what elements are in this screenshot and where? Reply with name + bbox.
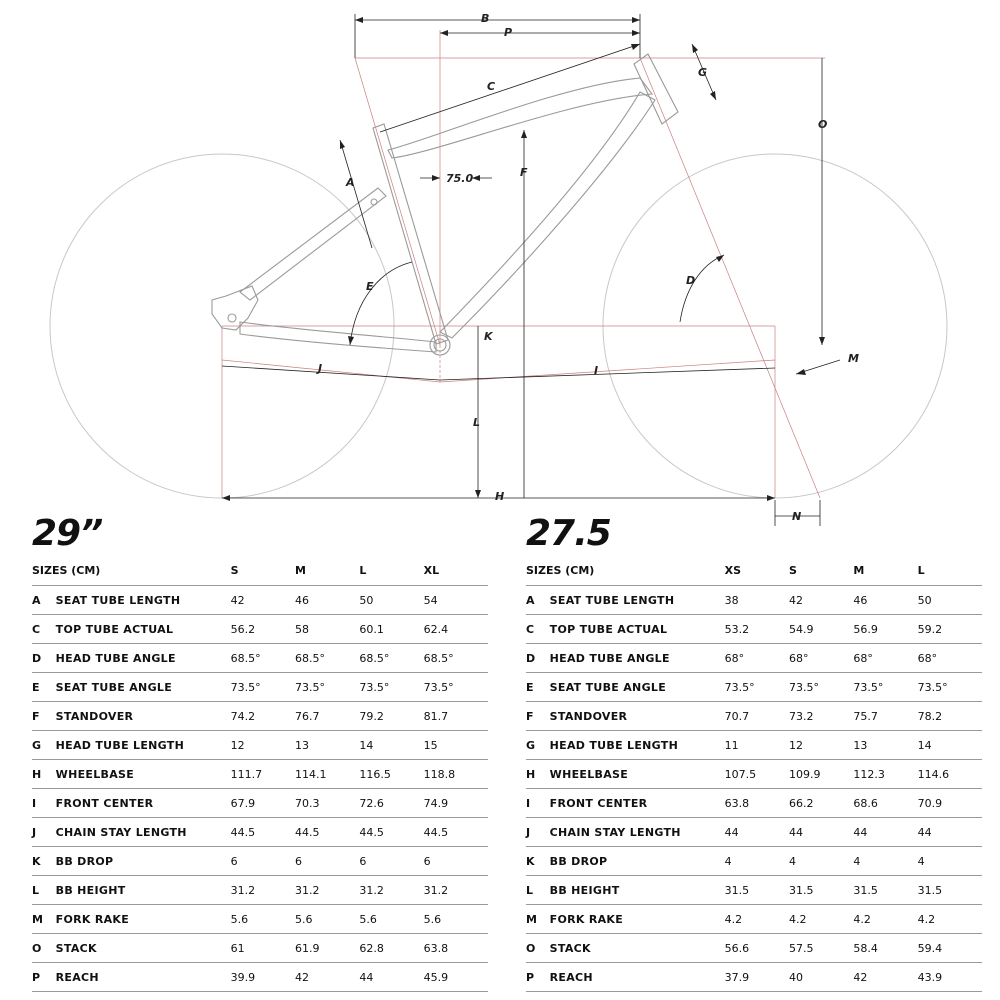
label-C: C	[487, 80, 496, 93]
row-letter: A	[526, 593, 535, 607]
row-value: 6	[230, 854, 238, 868]
row-name: BB DROP	[549, 854, 608, 868]
row-value: 68.5°	[423, 651, 454, 665]
table-row	[32, 615, 488, 644]
top-tube	[388, 78, 652, 158]
row-value: 44	[789, 825, 803, 839]
row-value: 81.7	[423, 709, 449, 723]
geometry-table-27-5	[526, 512, 982, 992]
table-row	[32, 905, 488, 934]
row-value: 11	[724, 738, 739, 752]
row-value: 31.2	[359, 883, 384, 897]
table-row	[32, 586, 488, 615]
row-name: HEAD TUBE ANGLE	[55, 651, 176, 665]
row-letter: J	[526, 825, 531, 839]
row-value: 109.9	[789, 767, 821, 781]
row-value: 4	[917, 854, 925, 868]
row-letter: P	[526, 970, 535, 984]
row-value: 50	[917, 593, 932, 607]
table-row	[32, 963, 488, 992]
row-name: STANDOVER	[549, 709, 628, 723]
row-value: 68.6	[853, 796, 878, 810]
row-value: 5.6	[359, 912, 377, 926]
row-name: TOP TUBE ACTUAL	[55, 622, 174, 636]
row-value: 31.5	[724, 883, 750, 897]
row-letter: E	[526, 680, 534, 694]
row-value: 46	[853, 593, 868, 607]
row-name: FORK RAKE	[55, 912, 130, 926]
row-name: WHEELBASE	[549, 767, 629, 781]
row-value: 44	[917, 825, 932, 839]
head-tube	[634, 54, 678, 124]
table-row	[526, 789, 982, 818]
row-name: SEAT TUBE ANGLE	[549, 680, 667, 694]
row-value: 6	[423, 854, 431, 868]
row-value: 68°	[917, 651, 938, 665]
row-value: 14	[917, 738, 932, 752]
row-name: TOP TUBE ACTUAL	[549, 622, 668, 636]
table-title: 27.5	[526, 513, 611, 554]
size-col: S	[230, 564, 239, 577]
row-value: 60.1	[359, 622, 384, 636]
row-letter: J	[32, 825, 37, 839]
row-value: 68°	[853, 651, 873, 665]
dimension-lines	[222, 14, 840, 526]
row-value: 73.5°	[423, 680, 454, 694]
label-I: I	[594, 364, 599, 377]
sizes-label: SIZES (CM)	[32, 564, 101, 577]
row-value: 112.3	[853, 767, 885, 781]
row-value: 4	[724, 854, 732, 868]
row-value: 53.2	[724, 622, 750, 636]
size-col: XS	[724, 564, 742, 577]
row-value: 37.9	[724, 970, 750, 984]
table-row	[526, 615, 982, 644]
label-E: E	[366, 280, 374, 293]
row-value: 57.5	[789, 941, 814, 955]
row-name: STANDOVER	[55, 709, 134, 723]
frame-outline	[212, 54, 678, 355]
row-value: 5.6	[230, 912, 249, 926]
row-value: 31.2	[230, 883, 256, 897]
label-D: D	[686, 274, 696, 287]
row-value: 111.7	[230, 767, 263, 781]
row-value: 73.5°	[359, 680, 390, 694]
row-value: 6	[295, 854, 302, 868]
row-letter: C	[32, 622, 41, 636]
table-body	[32, 586, 488, 992]
label-L: L	[473, 416, 481, 429]
row-value: 74.2	[230, 709, 256, 723]
row-name: HEAD TUBE LENGTH	[549, 738, 679, 752]
size-col: M	[853, 564, 865, 577]
size-col: L	[917, 564, 925, 577]
row-name: STACK	[55, 941, 97, 955]
row-value: 61	[230, 941, 245, 955]
row-value: 50	[359, 593, 374, 607]
row-value: 6	[359, 854, 367, 868]
row-value: 70.9	[917, 796, 943, 810]
row-value: 44	[359, 970, 374, 984]
seat-stay	[240, 188, 386, 300]
table-header	[526, 556, 982, 586]
table-body	[526, 586, 982, 992]
row-value: 42	[230, 593, 245, 607]
size-col: L	[359, 564, 367, 577]
row-value: 13	[853, 738, 868, 752]
row-name: CHAIN STAY LENGTH	[55, 825, 187, 839]
row-letter: E	[32, 680, 40, 694]
row-value: 45.9	[423, 970, 449, 984]
row-value: 73.5°	[230, 680, 261, 694]
row-name: FRONT CENTER	[55, 796, 154, 810]
table-row	[526, 731, 982, 760]
bottle-bolt	[371, 199, 377, 205]
row-value: 40	[789, 970, 803, 984]
row-value: 75.7	[853, 709, 878, 723]
row-value: 4.2	[789, 912, 807, 926]
row-value: 31.5	[789, 883, 814, 897]
label-K: K	[484, 330, 493, 343]
row-value: 73.2	[789, 709, 814, 723]
row-value: 31.5	[853, 883, 878, 897]
table-title: 29”	[32, 513, 103, 554]
table-row	[526, 934, 982, 963]
row-value: 61.9	[295, 941, 320, 955]
row-value: 13	[295, 738, 309, 752]
row-name: BB HEIGHT	[55, 883, 126, 897]
row-letter: M	[526, 912, 537, 926]
row-letter: A	[32, 593, 41, 607]
label-P: P	[504, 26, 513, 39]
row-value: 70.7	[724, 709, 750, 723]
row-name: STACK	[549, 941, 591, 955]
table-row	[526, 847, 982, 876]
row-letter: C	[526, 622, 535, 636]
row-name: SEAT TUBE ANGLE	[55, 680, 173, 694]
row-value: 44	[853, 825, 868, 839]
label-B: B	[481, 12, 490, 25]
table-row	[32, 847, 488, 876]
table-row	[32, 876, 488, 905]
row-value: 73.5°	[724, 680, 755, 694]
row-value: 73.5°	[917, 680, 948, 694]
table-row	[32, 731, 488, 760]
row-value: 73.5°	[853, 680, 884, 694]
table-row	[526, 702, 982, 731]
table-row	[32, 760, 488, 789]
row-letter: L	[32, 883, 40, 897]
row-value: 68.5°	[230, 651, 261, 665]
row-value: 107.5	[724, 767, 757, 781]
table-row	[32, 644, 488, 673]
geometry-table-29	[32, 512, 488, 992]
size-col: XL	[423, 564, 440, 577]
row-name: BB DROP	[55, 854, 114, 868]
row-letter: O	[526, 941, 536, 955]
row-name: SEAT TUBE LENGTH	[55, 593, 181, 607]
label-seat-angle: 75.0	[446, 172, 474, 185]
row-value: 31.2	[423, 883, 449, 897]
row-value: 44.5	[359, 825, 384, 839]
row-value: 15	[423, 738, 438, 752]
row-value: 73.5°	[789, 680, 819, 694]
row-value: 68°	[724, 651, 745, 665]
row-value: 4.2	[724, 912, 743, 926]
sizes-label: SIZES (CM)	[526, 564, 595, 577]
row-value: 56.2	[230, 622, 256, 636]
row-value: 54.9	[789, 622, 814, 636]
row-value: 42	[295, 970, 309, 984]
table-row	[32, 673, 488, 702]
row-value: 44.5	[230, 825, 256, 839]
label-N: N	[792, 510, 802, 523]
row-value: 4.2	[853, 912, 871, 926]
table-header	[32, 556, 488, 586]
row-letter: O	[32, 941, 42, 955]
row-name: HEAD TUBE ANGLE	[549, 651, 670, 665]
down-tube	[440, 92, 655, 338]
table-row	[526, 963, 982, 992]
row-value: 118.8	[423, 767, 456, 781]
row-letter: I	[32, 796, 37, 810]
row-value: 44.5	[295, 825, 320, 839]
label-J: J	[318, 362, 323, 375]
table-row	[526, 876, 982, 905]
row-letter: K	[526, 854, 535, 868]
table-row	[526, 586, 982, 615]
row-value: 4	[853, 854, 861, 868]
row-letter: H	[526, 767, 536, 781]
row-letter: D	[526, 651, 536, 665]
row-value: 12	[230, 738, 245, 752]
row-letter: L	[526, 883, 534, 897]
label-H: H	[495, 490, 505, 503]
row-value: 59.4	[917, 941, 943, 955]
row-value: 56.9	[853, 622, 878, 636]
row-letter: D	[32, 651, 42, 665]
row-value: 59.2	[917, 622, 943, 636]
label-F: F	[520, 166, 528, 179]
row-letter: I	[526, 796, 531, 810]
row-value: 67.9	[230, 796, 256, 810]
row-value: 4.2	[917, 912, 936, 926]
row-value: 12	[789, 738, 803, 752]
row-value: 44	[724, 825, 739, 839]
table-row	[32, 789, 488, 818]
row-letter: H	[32, 767, 42, 781]
row-name: REACH	[549, 970, 593, 984]
label-A: A	[346, 176, 355, 189]
table-row	[32, 934, 488, 963]
row-value: 38	[724, 593, 739, 607]
row-name: BB HEIGHT	[549, 883, 620, 897]
row-value: 68°	[789, 651, 809, 665]
row-value: 4	[789, 854, 796, 868]
row-value: 42	[853, 970, 868, 984]
row-name: SEAT TUBE LENGTH	[549, 593, 675, 607]
table-row	[526, 905, 982, 934]
row-name: FORK RAKE	[549, 912, 624, 926]
row-value: 68.5°	[359, 651, 390, 665]
row-value: 56.6	[724, 941, 750, 955]
row-name: WHEELBASE	[55, 767, 135, 781]
chain-stay	[240, 322, 436, 352]
row-letter: G	[32, 738, 42, 752]
row-value: 63.8	[423, 941, 449, 955]
row-value: 66.2	[789, 796, 814, 810]
table-row	[526, 673, 982, 702]
row-value: 42	[789, 593, 803, 607]
reference-lines	[222, 30, 828, 498]
row-value: 63.8	[724, 796, 750, 810]
row-value: 31.5	[917, 883, 943, 897]
row-value: 43.9	[917, 970, 943, 984]
row-letter: P	[32, 970, 41, 984]
row-value: 58.4	[853, 941, 878, 955]
row-value: 114.1	[295, 767, 327, 781]
row-value: 72.6	[359, 796, 384, 810]
row-value: 5.6	[423, 912, 442, 926]
row-letter: F	[526, 709, 534, 723]
table-row	[526, 644, 982, 673]
row-value: 46	[295, 593, 309, 607]
table-row	[32, 702, 488, 731]
row-value: 62.4	[423, 622, 449, 636]
row-value: 78.2	[917, 709, 943, 723]
row-value: 68.5°	[295, 651, 325, 665]
row-name: CHAIN STAY LENGTH	[549, 825, 681, 839]
row-name: REACH	[55, 970, 99, 984]
table-row	[526, 760, 982, 789]
row-value: 70.3	[295, 796, 320, 810]
row-value: 74.9	[423, 796, 449, 810]
row-value: 79.2	[359, 709, 384, 723]
row-value: 44.5	[423, 825, 449, 839]
row-value: 116.5	[359, 767, 391, 781]
row-value: 73.5°	[295, 680, 325, 694]
table-row	[526, 818, 982, 847]
row-letter: M	[32, 912, 43, 926]
row-letter: F	[32, 709, 40, 723]
table-row	[32, 818, 488, 847]
row-value: 62.8	[359, 941, 384, 955]
row-letter: G	[526, 738, 536, 752]
row-value: 31.2	[295, 883, 320, 897]
size-col: S	[789, 564, 797, 577]
row-value: 114.6	[917, 767, 950, 781]
row-value: 54	[423, 593, 438, 607]
row-letter: K	[32, 854, 41, 868]
row-name: HEAD TUBE LENGTH	[55, 738, 185, 752]
label-G: G	[698, 66, 708, 79]
row-value: 58	[295, 622, 309, 636]
label-M: M	[848, 352, 859, 365]
row-value: 39.9	[230, 970, 256, 984]
label-O: O	[818, 118, 828, 131]
size-col: M	[295, 564, 306, 577]
row-value: 5.6	[295, 912, 313, 926]
row-value: 76.7	[295, 709, 320, 723]
row-value: 14	[359, 738, 374, 752]
row-name: FRONT CENTER	[549, 796, 648, 810]
